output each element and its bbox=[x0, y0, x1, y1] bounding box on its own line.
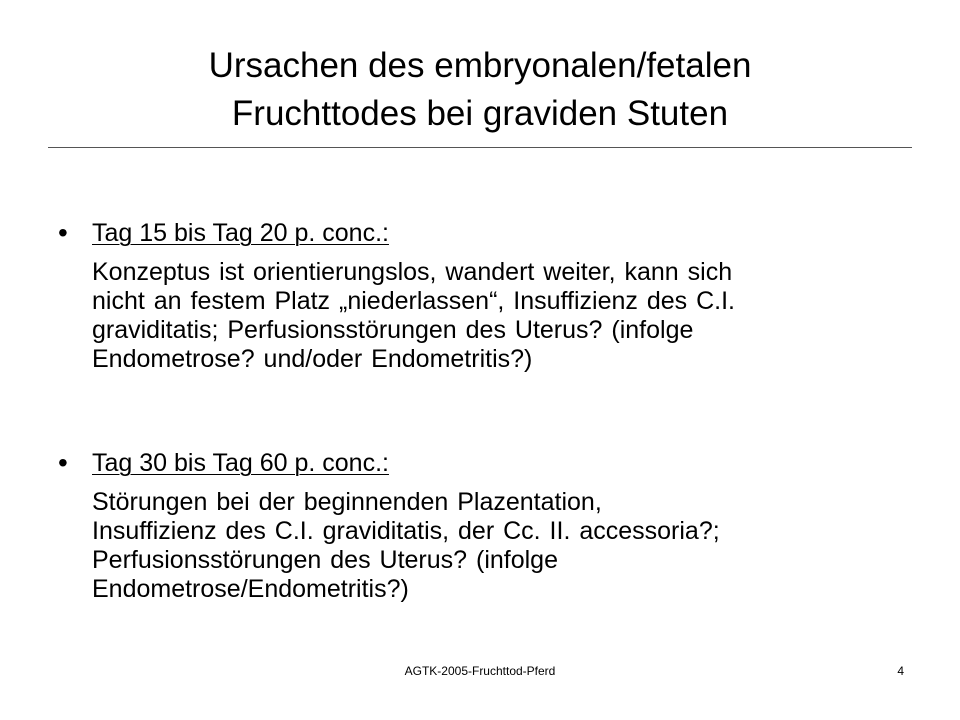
slide-title-line-1: Ursachen des embryonalen/fetalen bbox=[208, 46, 752, 85]
bullet-body-line: Konzeptus ist orientierungslos, wandert weiter, kann sich bbox=[92, 258, 733, 286]
footer-label: AGTK-2005-Fruchttod-Pferd bbox=[404, 664, 556, 678]
bullet-marker: • bbox=[58, 217, 68, 248]
bullet-body-line: nicht an festem Platz „niederlassen“, Insuffizienz des C.I. bbox=[92, 287, 736, 315]
bullet-body-line: Störungen bei der beginnenden Plazentation, bbox=[92, 488, 602, 516]
bullet-body-line: Endometrose? und/oder Endometritis?) bbox=[92, 345, 533, 373]
bullet-body bbox=[92, 488, 852, 604]
bullet-body-line: Endometrose/Endometritis?) bbox=[92, 575, 409, 603]
bullet-body bbox=[92, 258, 852, 374]
bullet-heading: Tag 15 bis Tag 20 p. conc.: bbox=[92, 219, 389, 247]
slide-title-line-2: Fruchttodes bei graviden Stuten bbox=[231, 94, 729, 133]
bullet-body-line: graviditatis; Perfusionsstörungen des Uterus? (infolge bbox=[92, 316, 694, 344]
bullet-body-line: Perfusionsstörungen des Uterus? (infolge bbox=[92, 546, 558, 574]
bullet-body-line: Insuffizienz des C.I. graviditatis, der Cc. II. accessoria?; bbox=[92, 517, 720, 545]
bullet-heading: Tag 30 bis Tag 60 p. conc.: bbox=[92, 449, 389, 477]
slide-title bbox=[48, 42, 912, 138]
title-divider bbox=[48, 147, 912, 148]
bullet-marker: • bbox=[58, 447, 68, 478]
page-number: 4 bbox=[897, 664, 904, 678]
